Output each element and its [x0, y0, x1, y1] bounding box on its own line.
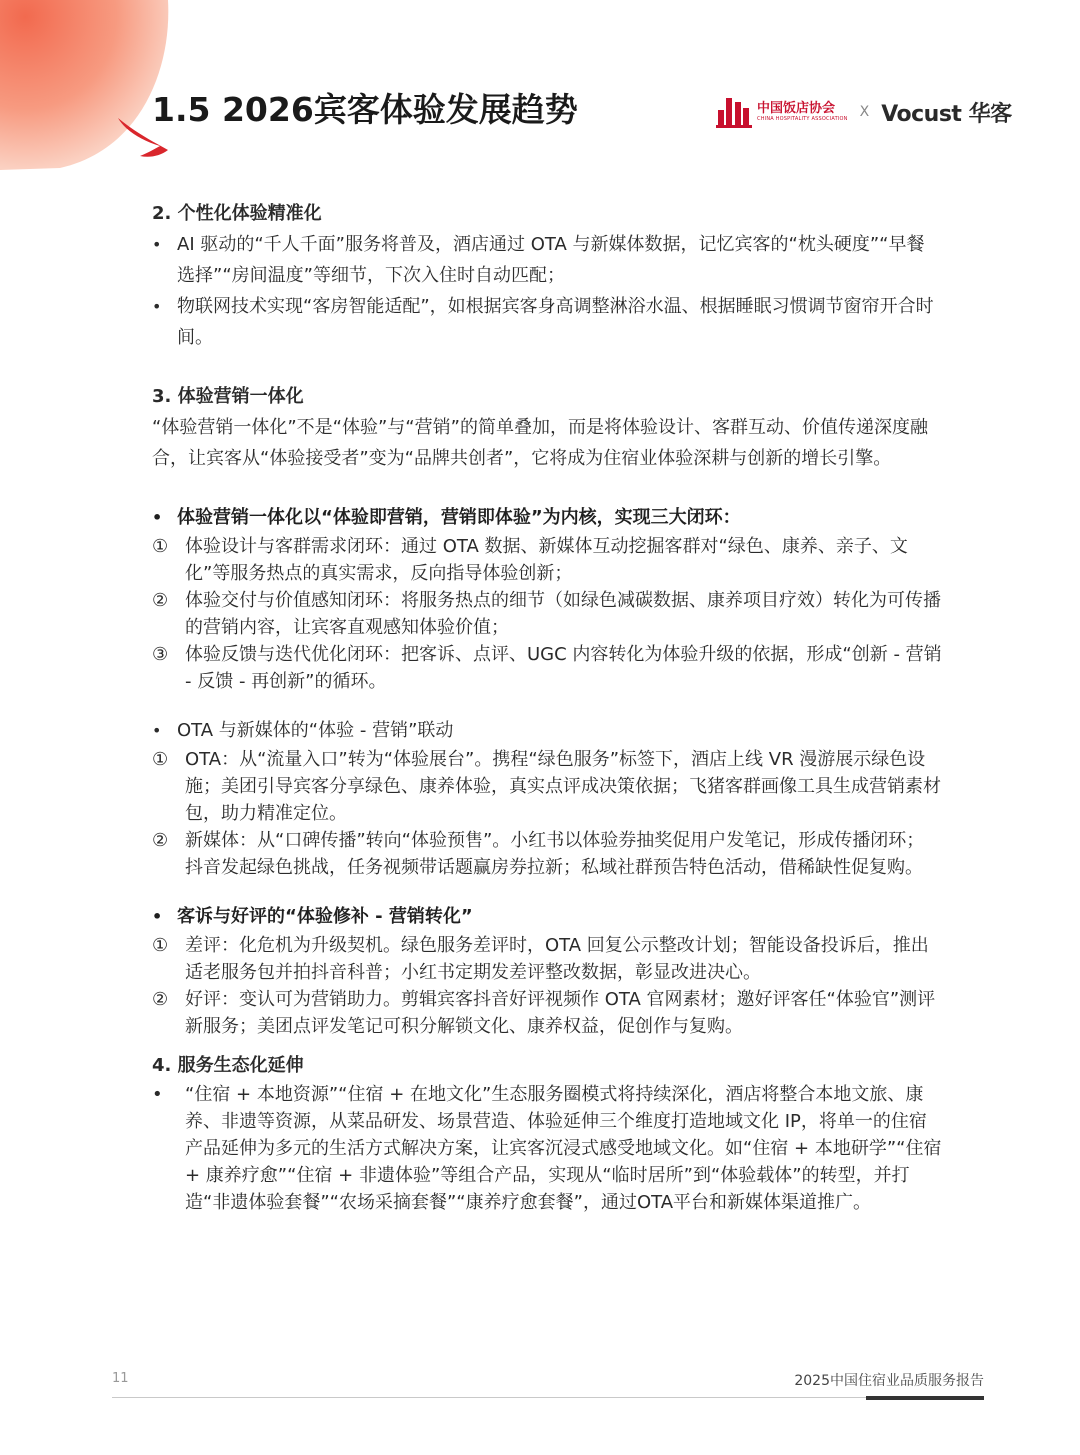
section-heading: 3. 体验营销一体化	[152, 386, 304, 407]
bullet-icon: •	[152, 1084, 163, 1105]
item-number: ②	[152, 830, 169, 851]
item-text: 好评：变认可为营销助力。剪辑宾客抖音好评视频作 OTA 官网素材；邀好评客任“体验官”测评新服务；美团点评发笔记可积分解锁文化、康养权益，促创作与复购。	[185, 989, 936, 1037]
item-text: OTA：从“流量入口”转为“体验展台”。携程“绿色服务”标签下，酒店上线 VR 漫游展示绿色设施；美团引导宾客分享绿色、康养体验，真实点评成决策依据；飞猪客群画像工具生成营销素材包，助力精准定位。	[185, 749, 941, 824]
section-intro: “体验营销一体化”不是“体验”与“营销”的简单叠加，而是将体验设计、客群互动、价值传递深度融合，让宾客从“体验接受者”变为“品牌共创者”，它将成为住宿业体验深耕与创新的增长引擎。	[152, 417, 928, 469]
bullet-icon: •	[152, 235, 162, 254]
header-logos	[716, 92, 1012, 132]
item-text: 体验设计与客群需求闭环：通过 OTA 数据、新媒体互动挖掘客群对“绿色、康养、亲子、文化”等服务热点的真实需求，反向指导体验创新；	[185, 536, 908, 584]
item-number: ③	[152, 644, 169, 665]
item-text: 差评：化危机为升级契机。绿色服务差评时，OTA 回复公示整改计划；智能设备投诉后，推出适老服务包并拍抖音科普；小红书定期发差评整改数据，彰显改进决心。	[185, 935, 929, 983]
cha-logo-text: 中国饭店协会	[757, 101, 836, 116]
numbered-item	[152, 746, 942, 827]
item-number: ②	[152, 989, 169, 1010]
bullet-item	[152, 291, 942, 353]
numbered-item	[152, 641, 942, 695]
group-title: • OTA 与新媒体的“体验 - 营销”联动	[152, 715, 942, 746]
numbered-item	[152, 986, 942, 1040]
bullet-icon: •	[152, 508, 163, 527]
item-text: 新媒体：从“口碑传播”转向“体验预售”。小红书以体验券抽奖促用户发笔记，形成传播闭环；抖音发起绿色挑战，任务视频带话题赢房券拉新；私域社群预告特色活动，借稀缺性促复购。	[185, 830, 925, 878]
main-content	[152, 198, 942, 1216]
item-number: ①	[152, 935, 169, 956]
section-heading: 4. 服务生态化延伸	[152, 1055, 304, 1076]
page-number: 11	[112, 1371, 129, 1386]
cha-logo	[716, 96, 848, 128]
group-title: • 体验营销一体化以“体验即营销，营销即体验”为内核，实现三大闭环：	[152, 502, 942, 533]
page-title: 1.5 2026宾客体验发展趋势	[152, 90, 578, 129]
item-text: 体验交付与价值感知闭环：将服务热点的细节（如绿色减碳数据、康养项目疗效）转化为可传播的营销内容，让宾客直观感知体验价值；	[185, 590, 941, 638]
footer-divider	[112, 1397, 984, 1398]
group-title: • 客诉与好评的“体验修补 - 营销转化”	[152, 901, 942, 932]
cha-logo-subtext: CHINA HOSPITALITY ASSOCIATION	[757, 116, 848, 122]
item-text: 体验反馈与迭代优化闭环：把客诉、点评、UGC 内容转化为体验升级的依据，形成“创新 - 营销 - 反馈 - 再创新”的循环。	[185, 644, 942, 692]
bullet-text: AI 驱动的“千人千面”服务将普及，酒店通过 OTA 与新媒体数据，记忆宾客的“枕头硬度”“早餐选择”“房间温度”等细节，下次入住时自动匹配；	[177, 234, 925, 286]
item-number: ①	[152, 749, 169, 770]
logo-separator: X	[859, 104, 870, 120]
numbered-item	[152, 533, 942, 587]
item-number: ②	[152, 590, 169, 611]
bullet-text: “住宿 + 本地资源”“住宿 + 在地文化”生态服务圈模式将持续深化，酒店将整合本地文旅、康养、非遗等资源，从菜品研发、场景营造、体验延伸三个维度打造地域文化 IP，将单一的住宿产品延伸为多元的生活方式解决方案，让宾客沉浸式感受地域文化。如“住宿 + 本地研学”“住宿 + 康养疗愈”“住宿 + 非遗体验”等组合产品，实现从“临时居所”到“体验载体”的转型，并打造“非遗体验套餐”“农场采摘套餐”“康养疗愈套餐”，通过OTA平台和新媒体渠道推广。	[185, 1084, 942, 1213]
numbered-item	[152, 932, 942, 986]
bullet-item	[152, 229, 942, 291]
item-number: ①	[152, 536, 169, 557]
bullet-item	[152, 1081, 942, 1216]
bullet-icon: •	[152, 297, 162, 316]
numbered-item	[152, 827, 942, 881]
numbered-item	[152, 587, 942, 641]
bullet-text: 物联网技术实现“客房智能适配”，如根据宾客身高调整淋浴水温、根据睡眠习惯调节窗帘开合时间。	[177, 296, 934, 348]
cha-building-icon	[716, 96, 752, 128]
bullet-icon: •	[152, 907, 163, 926]
bullet-icon: •	[152, 721, 162, 740]
report-title: 2025中国住宿业品质服务报告	[794, 1373, 984, 1389]
vocust-logo: Vocust 华客	[881, 101, 1012, 127]
section-heading: 2. 个性化体验精准化	[152, 203, 322, 224]
footer-accent-bar	[866, 1396, 984, 1400]
